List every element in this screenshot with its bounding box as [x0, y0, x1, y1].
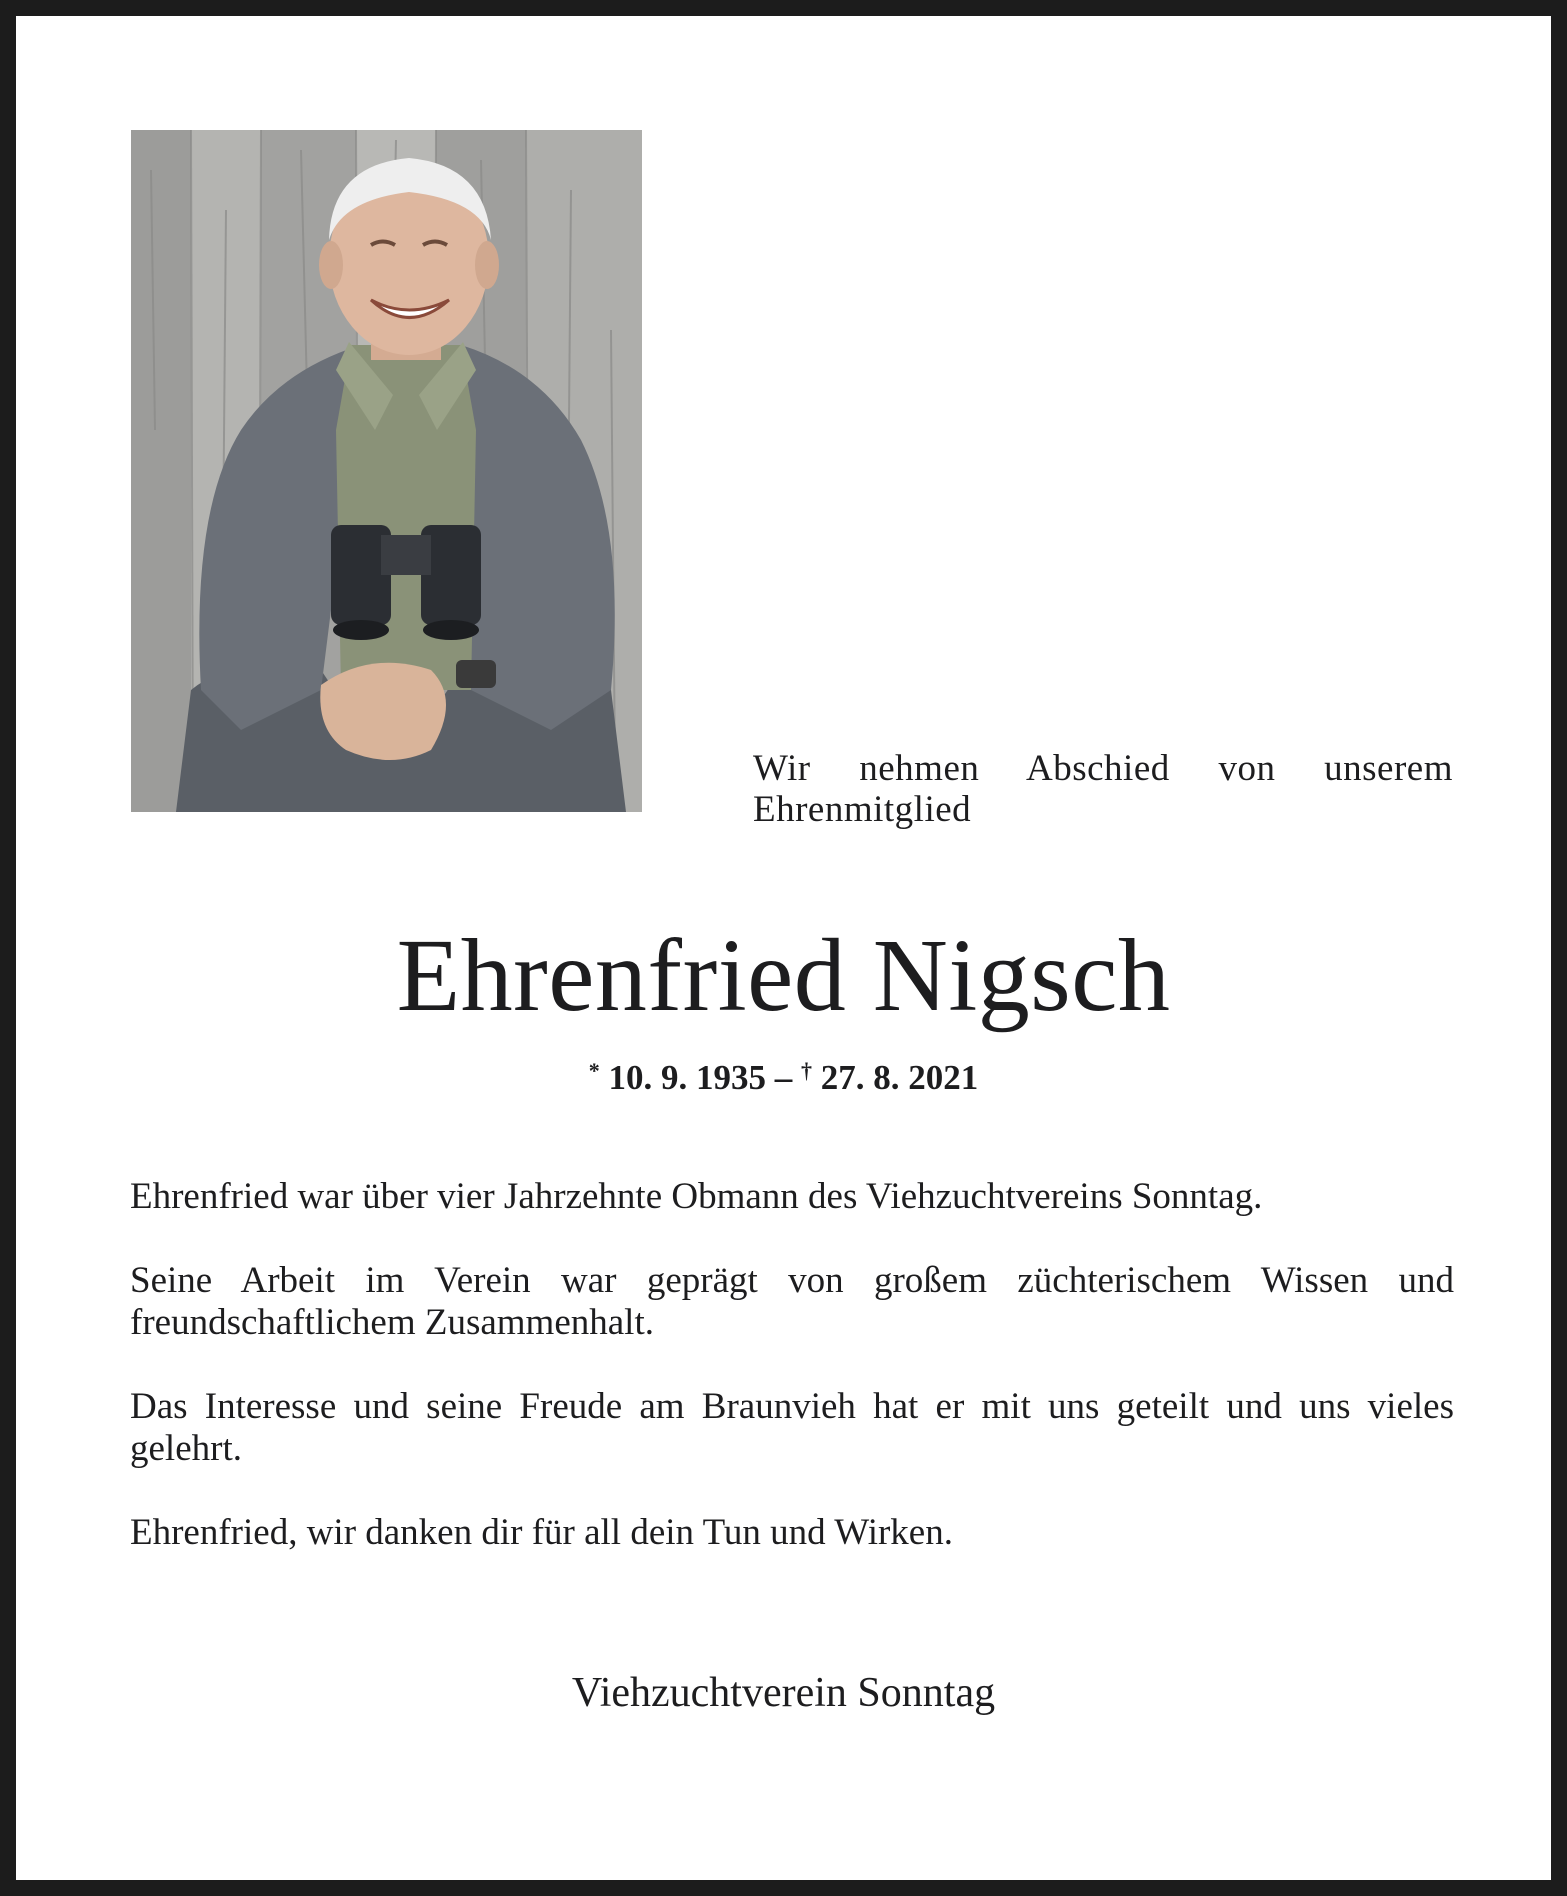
birth-symbol: * [588, 1058, 600, 1083]
life-dates [16, 1051, 1551, 1098]
death-symbol: † [801, 1058, 812, 1083]
tribute-text [130, 1176, 1454, 1554]
birth-date: 10. 9. 1935 [608, 1058, 766, 1097]
deceased-name: Ehrenfried Nigsch [396, 918, 1171, 1033]
tribute-paragraph: Das Interesse und seine Freude am Braunvieh hat er mit uns geteilt und uns vieles gelehrt. [130, 1386, 1454, 1469]
signature: Viehzuchtverein Sonntag [571, 1670, 996, 1716]
tribute-paragraph: Seine Arbeit im Verein war geprägt von großem züchterischem Wissen und freundschaftlichem Zusammenhalt. [130, 1260, 1454, 1343]
portrait-photo [131, 130, 642, 812]
tribute-paragraph: Ehrenfried war über vier Jahrzehnte Obmann des Viehzuchtvereins Sonntag. [130, 1176, 1263, 1217]
death-date: 27. 8. 2021 [820, 1058, 979, 1097]
farewell-intro: Wir nehmen Abschied von unserem Ehrenmitglied [753, 748, 1453, 830]
date-separator: – [774, 1058, 793, 1097]
tribute-paragraph: Ehrenfried, wir danken dir für all dein Tun und Wirken. [130, 1512, 953, 1553]
portrait-illustration [131, 130, 642, 812]
